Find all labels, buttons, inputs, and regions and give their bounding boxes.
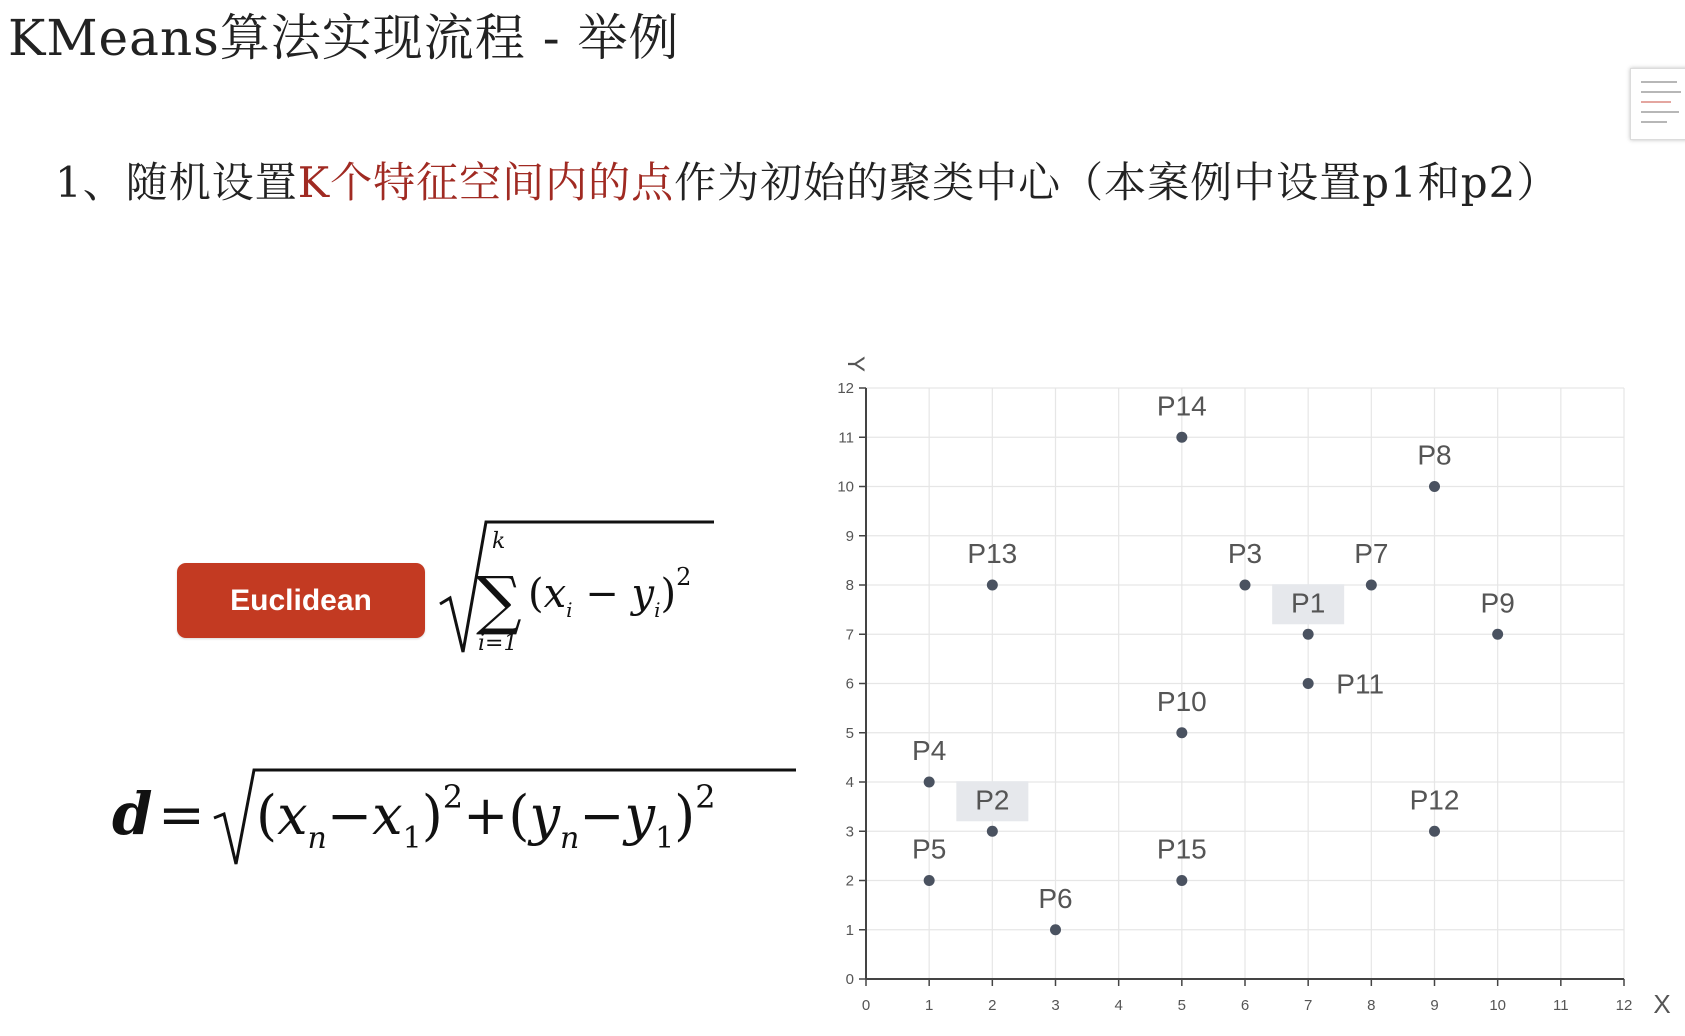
x-tick-label: 2 <box>988 997 997 1014</box>
x-tick-label: 9 <box>1430 997 1439 1014</box>
x-tick-label: 12 <box>1615 997 1633 1014</box>
y-tick-label: 6 <box>845 675 854 693</box>
x-tick-label: 4 <box>1114 997 1123 1014</box>
x-tick-label: 1 <box>924 997 934 1014</box>
point-label: P8 <box>1417 439 1452 471</box>
point-label: P14 <box>1156 390 1207 422</box>
x-axis-label: X <box>1653 989 1671 1019</box>
point-label: P11 <box>1336 668 1385 700</box>
x-tick-label: 5 <box>1177 997 1187 1014</box>
data-point <box>1240 580 1251 591</box>
y-tick-label: 2 <box>845 872 854 890</box>
point-label: P2 <box>975 784 1010 816</box>
x-tick-label: 3 <box>1051 997 1060 1014</box>
slide-title: KMeans算法实现流程 - 举例 <box>8 9 680 67</box>
data-point <box>1176 875 1187 886</box>
y-tick-label: 3 <box>845 823 854 841</box>
point-label: P5 <box>912 833 947 865</box>
svg-text:d: d <box>112 780 153 848</box>
data-point <box>1303 629 1314 640</box>
point-label: P4 <box>912 735 947 766</box>
point-label: P1 <box>1291 587 1326 619</box>
svg-text:(xn−x1)2+(yn−y1)2: $(x_n-x_1)^2+(y_n-y_1)^2$ <box>256 778 716 856</box>
data-point <box>1492 629 1503 640</box>
x-tick-label: 10 <box>1489 997 1507 1014</box>
svg-text:∑: ∑ <box>476 564 522 638</box>
point-label: P10 <box>1156 685 1207 717</box>
x-tick-label: 6 <box>1240 997 1250 1014</box>
data-point <box>924 875 935 886</box>
data-point <box>1429 481 1440 492</box>
data-point <box>1429 826 1440 837</box>
point-label: P15 <box>1156 833 1207 865</box>
svg-text:k: k <box>492 529 506 554</box>
y-tick-label: 9 <box>845 527 854 545</box>
y-tick-label: 10 <box>837 478 854 496</box>
point-label: P3 <box>1227 538 1263 569</box>
y-tick-label: 12 <box>837 380 854 397</box>
y-tick-label: 11 <box>838 429 854 447</box>
svg-text:i=1: i=1 <box>478 631 518 656</box>
data-point <box>987 826 998 837</box>
y-tick-label: 4 <box>845 774 854 791</box>
y-tick-label: 7 <box>845 626 854 644</box>
euclidean-button[interactable]: Euclidean <box>177 563 425 638</box>
data-point <box>1303 678 1314 689</box>
data-point <box>1050 924 1061 935</box>
data-point <box>1366 580 1377 591</box>
point-label: P12 <box>1409 784 1460 816</box>
data-point <box>1176 432 1187 443</box>
data-point <box>1176 727 1187 738</box>
data-point <box>924 777 935 788</box>
x-tick-label: 7 <box>1303 997 1313 1014</box>
point-label: P6 <box>1038 882 1073 914</box>
svg-text:=: = <box>158 783 205 848</box>
x-tick-label: 8 <box>1367 997 1376 1014</box>
data-point <box>987 580 998 591</box>
svg-text:(xi − yi)2: $(x_i - y_i)^2$ <box>528 563 692 622</box>
x-tick-label: 0 <box>861 997 871 1014</box>
y-tick-label: 0 <box>845 971 854 988</box>
point-label: P13 <box>967 538 1018 569</box>
x-tick-label: 11 <box>1553 997 1569 1014</box>
step-highlight: K个特征空间内的点 <box>297 158 675 207</box>
y-tick-label: 1 <box>845 921 854 939</box>
point-label: P9 <box>1480 587 1515 619</box>
y-tick-label: 8 <box>845 577 854 594</box>
y-axis-label: Y <box>842 355 869 373</box>
y-tick-label: 5 <box>845 724 854 742</box>
step-suffix: 作为初始的聚类中心（本案例中设置p1和p2） <box>674 158 1560 207</box>
point-label: P7 <box>1354 538 1389 569</box>
step-prefix: 1、随机设置 <box>55 158 298 207</box>
